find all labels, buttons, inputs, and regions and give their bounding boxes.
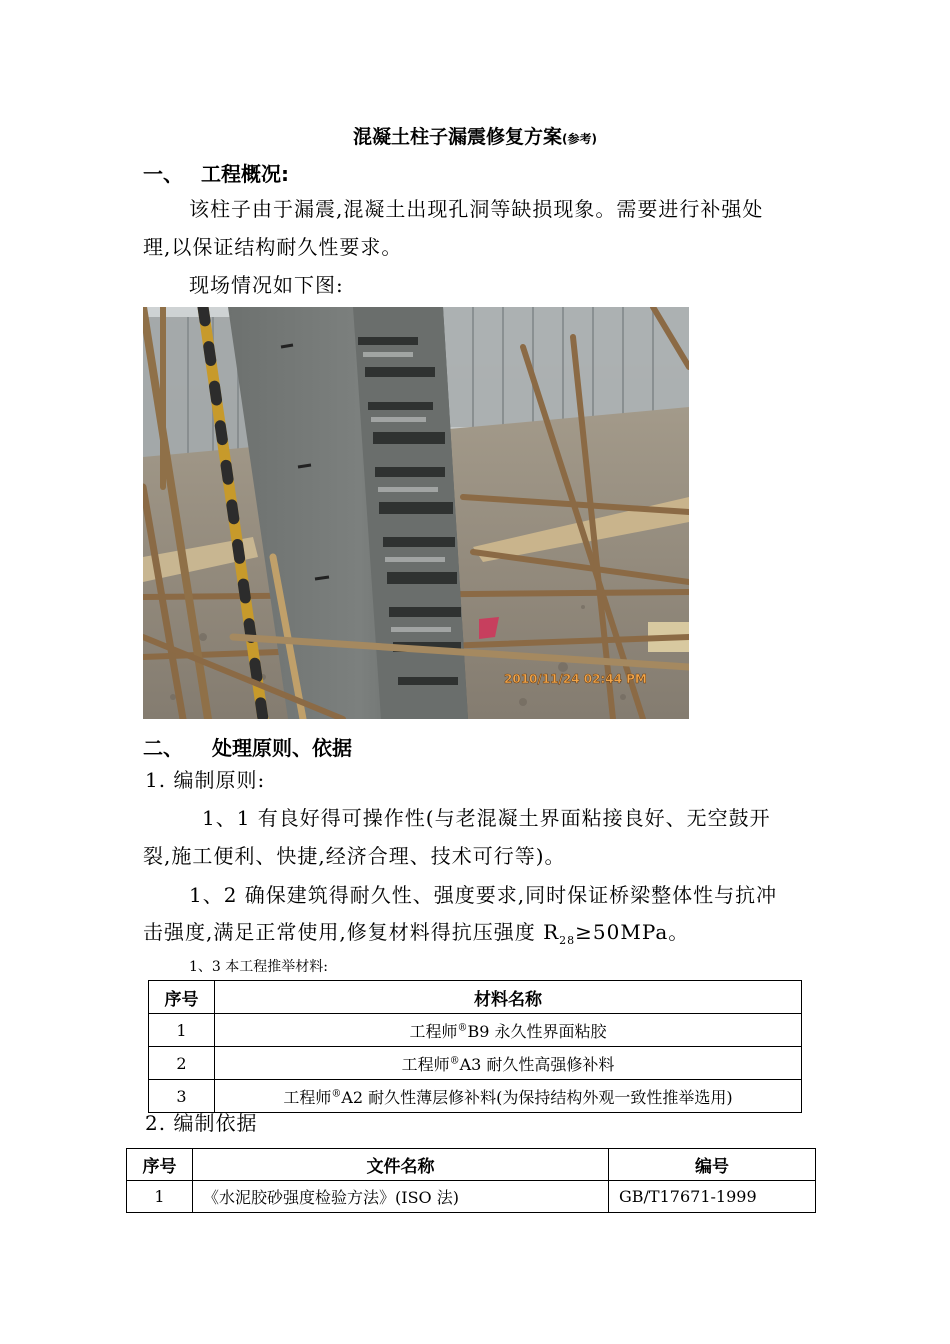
table-row — [127, 1181, 816, 1213]
principle-1-1-line-2: 裂,施工便利、快捷,经济合理、技术可行等)。 — [143, 844, 566, 868]
principle-1-2-line-1: 1、2 确保建筑得耐久性、强度要求,同时保证桥梁整体性与抗冲 — [189, 883, 778, 907]
cell-no: 1 — [149, 1014, 215, 1047]
table-header-row — [127, 1149, 816, 1181]
cell-material: 工程师®A2 耐久性薄层修补料(为保持结构外观一致性推举选用) — [215, 1080, 802, 1113]
subsection-2-title: 2. 编制依据 — [145, 1111, 258, 1135]
photo-timestamp: 2010/11/24 02:44 PM — [504, 672, 647, 686]
title-main: 混凝土柱子漏震修复方案 — [353, 126, 563, 148]
principle-1-2-line-2-text: 击强度,满足正常使用,修复材料得抗压强度 R — [143, 920, 560, 944]
table-row — [149, 1047, 802, 1080]
principle-1-2-line-2 — [143, 913, 689, 960]
subsection-1-title: 1. 编制原则: — [145, 768, 266, 792]
cell-code: GB/T17671-1999 — [609, 1181, 816, 1213]
table-row — [149, 1014, 802, 1047]
table-header-row — [149, 981, 802, 1014]
principle-1-1-line-1: 1、1 有良好得可操作性(与老混凝土界面粘接良好、无空鼓开 — [202, 806, 771, 830]
cell-doc-name: 《水泥胶砂强度检验方法》(ISO 法) — [193, 1181, 609, 1213]
basis-table — [126, 1148, 816, 1213]
col-header-no: 序号 — [127, 1149, 193, 1181]
cell-no: 1 — [127, 1181, 193, 1213]
materials-table — [148, 980, 802, 1113]
section-2-number: 二、 — [143, 736, 183, 760]
title-note: (参考) — [562, 132, 597, 146]
col-header-doc-name: 文件名称 — [193, 1149, 609, 1181]
cell-no: 2 — [149, 1047, 215, 1080]
section-1-number: 一、 — [143, 162, 183, 186]
cell-material: 工程师®A3 耐久性高强修补料 — [215, 1047, 802, 1080]
document-title — [0, 122, 950, 149]
cell-no: 3 — [149, 1080, 215, 1113]
cell-material: 工程师®B9 永久性界面粘胶 — [215, 1014, 802, 1047]
section-1-para-line-1: 该柱子由于漏震,混凝土出现孔洞等缺损现象。需要进行补强处 — [189, 197, 764, 221]
col-header-material: 材料名称 — [215, 981, 802, 1014]
section-1-para-line-2: 理,以保证结构耐久性要求。 — [143, 235, 403, 259]
site-photo — [143, 307, 689, 719]
col-header-no: 序号 — [149, 981, 215, 1014]
section-1-para-2: 现场情况如下图: — [189, 273, 344, 297]
section-1-title: 工程概况: — [201, 162, 289, 186]
principle-1-2-strength: ≥50MPa。 — [575, 920, 690, 944]
r28-subscript: 28 — [559, 934, 576, 947]
principle-1-3: 1、3 本工程推举材料: — [189, 959, 328, 975]
col-header-code: 编号 — [609, 1149, 816, 1181]
section-2-title: 处理原则、依据 — [212, 736, 352, 760]
